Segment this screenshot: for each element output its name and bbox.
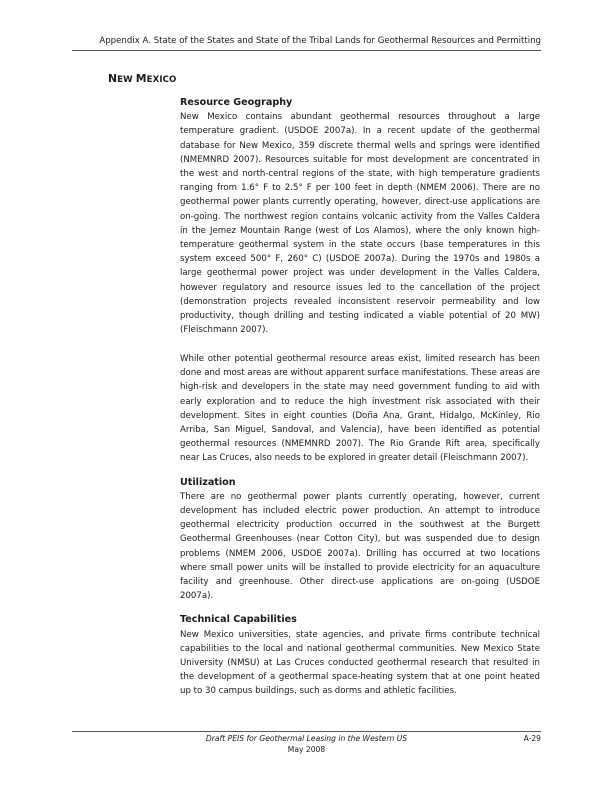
- footer-date: May 2008: [287, 745, 326, 754]
- resource-geography-paragraph-2: While other potential geothermal resource areas exist, limited research has been done and most areas are without apparent surface manifestations. These areas are high-risk and developers in the state may need government funding to aid with early exploration and to reduce the high investment risk associated with their development. Sites in eight counties (Doña Ana, Grant, Hidalgo, McKinley, Rio Arriba, San Miguel, Sandoval, and Valencia), have been identified as potential geothermal resources (NMEMNRD 2007). The Rio Grande Rift area, specifically near Las Cruces, also needs to be explored in greater detail (Fleischmann 2007).: [180, 353, 540, 464]
- section-spacer: [180, 603, 540, 613]
- resource-geography-paragraph-1: New Mexico contains abundant geothermal resources throughout a large temperature gradient. (USDOE 2007a). In a recent update of the geothermal database for New Mexico, 359 discrete thermal wells and springs were identified (NMEMNRD 2007). Resources suitable for most development are concentrated in the west and north-central regions of the state, with high temperature gradients ranging from 1.6° F to 2.5° F per 100 feet in depth (NMEM 2006). There are no geothermal power plants currently operating, however, direct-use applications are on-going. The northwest region contains volcanic activity from the Valles Caldera in the Jemez Mountain Range (west of Los Alamos), where the only known high-temperature geothermal system in the state occurs (base temperatures in this system exceed 500° F, 260° C) (USDOE 2007a). During the 1970s and 1980s a large geothermal power project was under development in the Valles Caldera, however regulatory and resource issues led to the cancellation of the project (demonstration projects revealed inconsistent reservoir permeability and low productivity, though drilling and testing indicated a viable potential of 20 MW) (Fleischmann 2007).: [180, 112, 540, 336]
- running-header-text: Appendix A. State of the States and State of the Tribal Lands for Geothermal Resources and Permitting: [99, 36, 541, 46]
- running-header: [72, 35, 541, 51]
- section-title-initial-m: M: [135, 72, 147, 85]
- footer-line: [72, 734, 541, 745]
- section-title: [108, 72, 176, 85]
- resource-geography-heading: Resource Geography: [180, 97, 293, 108]
- utilization-paragraph-1: There are no geothermal power plants currently operating, however, current development has included electric power production. An attempt to introduce geothermal electricity production occurred in the southwest at the Burgett Geothermal Greenhouses (near Cotton City), but was suspended due to design problems (NMEM 2006, USDOE 2007a). Drilling has occurred at two locations where small power units will be installed to provide electricity for an aquaculture facility and greenhouse. Other direct-use applications are on-going (USDOE 2007a).: [180, 491, 540, 602]
- section-title-rest-exico: EXICO: [146, 75, 177, 85]
- technical-capabilities-paragraph-1: New Mexico universities, state agencies, and private firms contribute technical capabilities to the local and national geothermal communities. New Mexico State University (NMSU) at Las Cruces conducted geothermal research that resulted in the development of a geothermal space-heating system that at one point heated up to 30 campus buildings, such as dorms and athletic facilities.: [180, 629, 540, 697]
- utilization-heading: Utilization: [180, 476, 236, 488]
- section-title-rest-ew: EW: [117, 75, 136, 85]
- section-title-initial-n: N: [108, 72, 118, 85]
- main-content: [180, 96, 540, 699]
- paragraph-spacer: [180, 337, 540, 352]
- technical-capabilities-heading: Technical Capabilities: [180, 614, 297, 626]
- footer-page-number: A-29: [523, 734, 541, 743]
- section-spacer: [180, 466, 540, 476]
- footer-document-title: Draft PEIS for Geothermal Leasing in the Western US: [205, 734, 408, 743]
- running-footer: [72, 731, 541, 756]
